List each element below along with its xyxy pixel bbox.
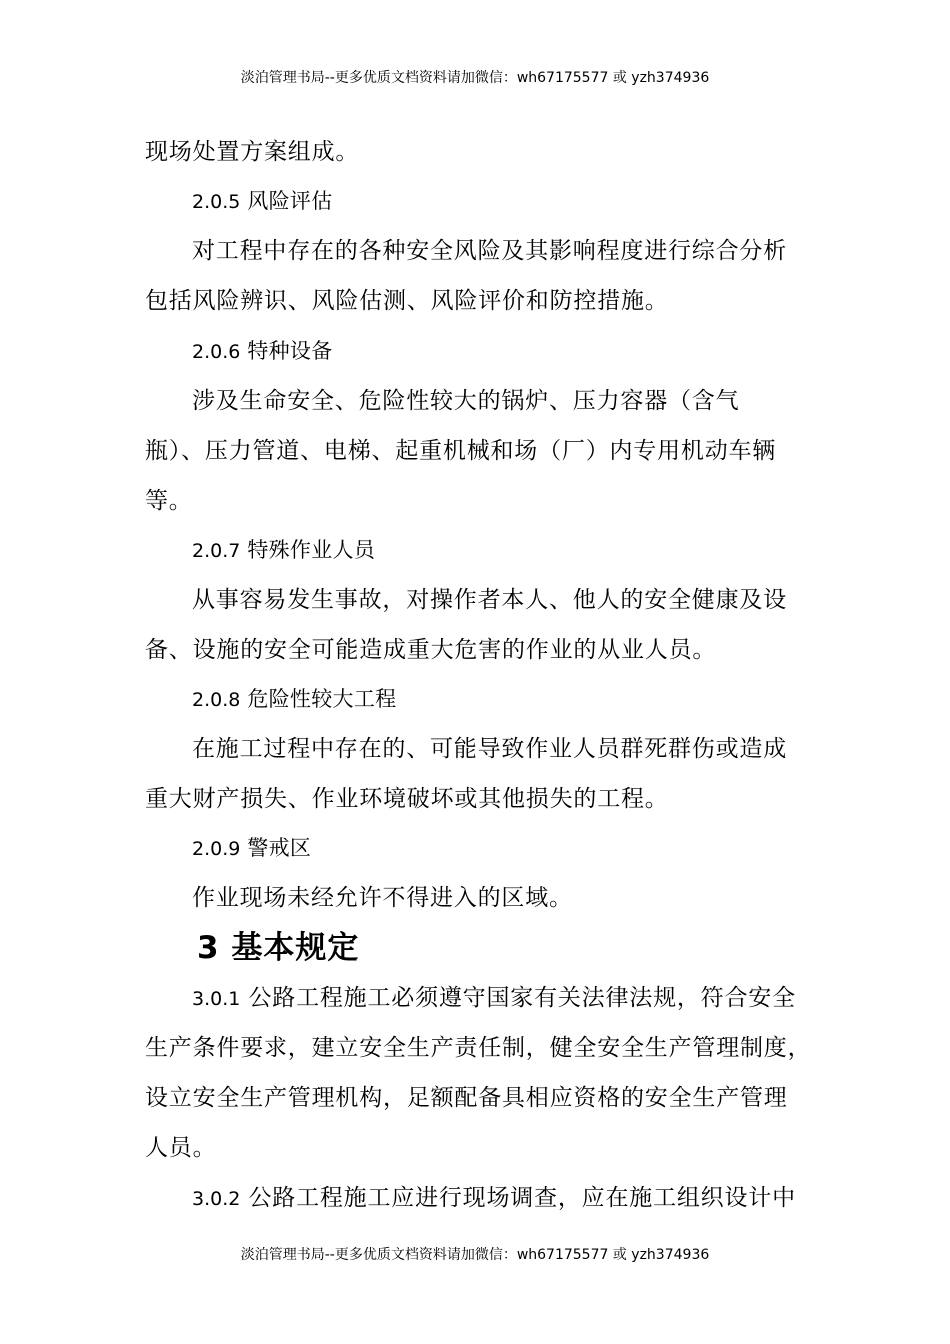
body-line: 包括风险辨识、风险估测、风险评价和防控措施。 (145, 288, 669, 314)
section-heading-2-0-5 (192, 186, 333, 217)
clause-number: 3.0.2 (192, 1188, 241, 1210)
section-heading-2-0-6 (192, 336, 333, 367)
section-title: 特种设备 (240, 339, 333, 363)
clause-number: 3.0.1 (192, 988, 241, 1010)
section-title: 风险评估 (240, 189, 333, 213)
body-line: 从事容易发生事故，对操作者本人、他人的安全健康及设 (192, 587, 787, 613)
section-title: 危险性较大工程 (240, 687, 397, 711)
chapter-heading: 3 基本规定 (197, 930, 360, 966)
section-number: 2.0.5 (192, 191, 241, 213)
body-line: 对工程中存在的各种安全风险及其影响程度进行综合分析 (192, 238, 787, 264)
body-line: 生产条件要求，建立安全生产责任制，健全安全生产管理制度， (145, 1035, 812, 1061)
clause-3-0-2 (192, 1183, 796, 1214)
section-number: 2.0.6 (192, 341, 241, 363)
page-header: 淡泊管理书局--更多优质文档资料请加微信：wh67175577 或 yzh374936 (240, 70, 710, 86)
section-number: 2.0.9 (192, 838, 241, 860)
clause-text: 公路工程施工应进行现场调查，应在施工组织设计中 (240, 1185, 796, 1211)
page-footer: 淡泊管理书局--更多优质文档资料请加微信：wh67175577 或 yzh374936 (240, 1247, 710, 1263)
section-title: 特殊作业人员 (240, 538, 376, 562)
clause-text: 公路工程施工必须遵守国家有关法律法规，符合安全 (240, 985, 796, 1011)
section-number: 2.0.8 (192, 689, 241, 711)
body-line: 等。 (145, 488, 193, 514)
section-number: 2.0.7 (192, 540, 241, 562)
section-title: 警戒区 (240, 836, 312, 860)
body-line: 在施工过程中存在的、可能导致作业人员群死群伤或造成 (192, 736, 787, 762)
body-line: 设立安全生产管理机构，足额配备具相应资格的安全生产管理 (145, 1085, 788, 1111)
body-line: 作业现场未经允许不得进入的区域。 (192, 885, 573, 911)
clause-3-0-1 (192, 983, 796, 1014)
body-line: 瓶）、压力管道、电梯、起重机械和场（厂）内专用机动车辆 (145, 438, 777, 464)
section-heading-2-0-7 (192, 535, 375, 566)
body-line: 人员。 (145, 1135, 217, 1161)
body-line: 重大财产损失、作业环境破坏或其他损失的工程。 (145, 786, 669, 812)
section-heading-2-0-9 (192, 833, 311, 864)
body-line: 现场处置方案组成。 (145, 139, 360, 165)
section-heading-2-0-8 (192, 684, 396, 715)
body-line: 涉及生命安全、危险性较大的锅炉、压力容器（含气 (192, 388, 740, 414)
body-line: 备、设施的安全可能造成重大危害的作业的从业人员。 (145, 637, 717, 663)
